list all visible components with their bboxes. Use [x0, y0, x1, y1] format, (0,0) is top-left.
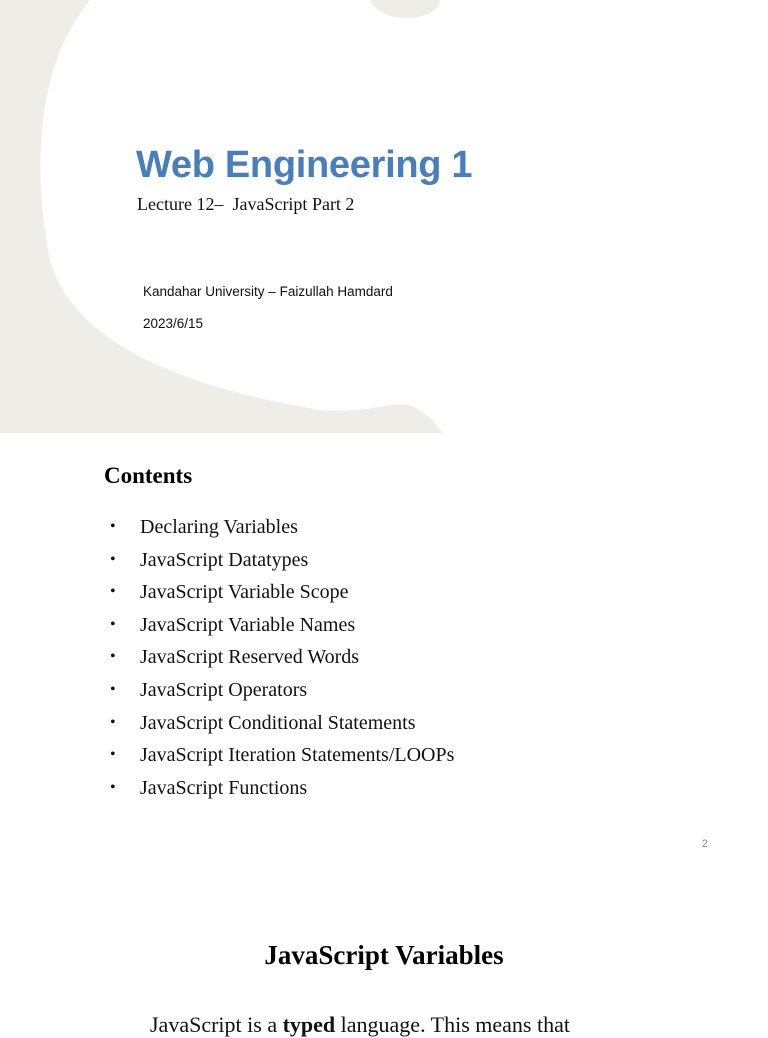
bullet-icon: • [110, 746, 116, 764]
bullet-icon: • [110, 648, 116, 666]
contents-slide [0, 433, 768, 863]
page-number: 2 [701, 838, 708, 850]
list-item-text: JavaScript Functions [140, 776, 308, 799]
bullet-icon: • [110, 778, 116, 796]
variables-heading: JavaScript Variables [264, 940, 504, 970]
list-item-text: JavaScript Iteration Statements/LOOPs [140, 744, 455, 767]
variables-body-text [150, 1012, 570, 1038]
body-text-end: language. This means that [335, 1012, 570, 1037]
list-item-text: JavaScript Reserved Words [140, 646, 360, 669]
list-item-text: JavaScript Datatypes [140, 548, 309, 571]
body-text-bold: typed [282, 1012, 336, 1037]
page-title: Web Engineering 1 [136, 144, 473, 186]
lecture-subtitle: Lecture 12– JavaScript Part 2 [137, 194, 355, 214]
contents-heading: Contents [104, 463, 193, 488]
list-item-text: JavaScript Variable Names [140, 613, 356, 636]
variables-slide [0, 920, 768, 1037]
bullet-icon: • [110, 680, 116, 698]
bullet-icon: • [110, 583, 116, 601]
lecture-date: 2023/6/15 [143, 316, 204, 331]
list-item-text: Declaring Variables [140, 516, 298, 538]
list-item-text: JavaScript Operators [140, 678, 308, 701]
bullet-icon: • [110, 713, 116, 731]
bullet-icon: • [110, 615, 116, 633]
list-item-text: JavaScript Conditional Statements [140, 711, 416, 734]
body-text-start: JavaScript is a [150, 1012, 283, 1037]
title-slide [0, 0, 768, 433]
bullet-icon: • [110, 518, 116, 535]
bullet-icon: • [110, 550, 116, 568]
author-line: Kandahar University – Faizullah Hamdard [143, 284, 393, 299]
list-item-text: JavaScript Variable Scope [140, 581, 349, 604]
decorative-arc-shape [0, 0, 768, 433]
